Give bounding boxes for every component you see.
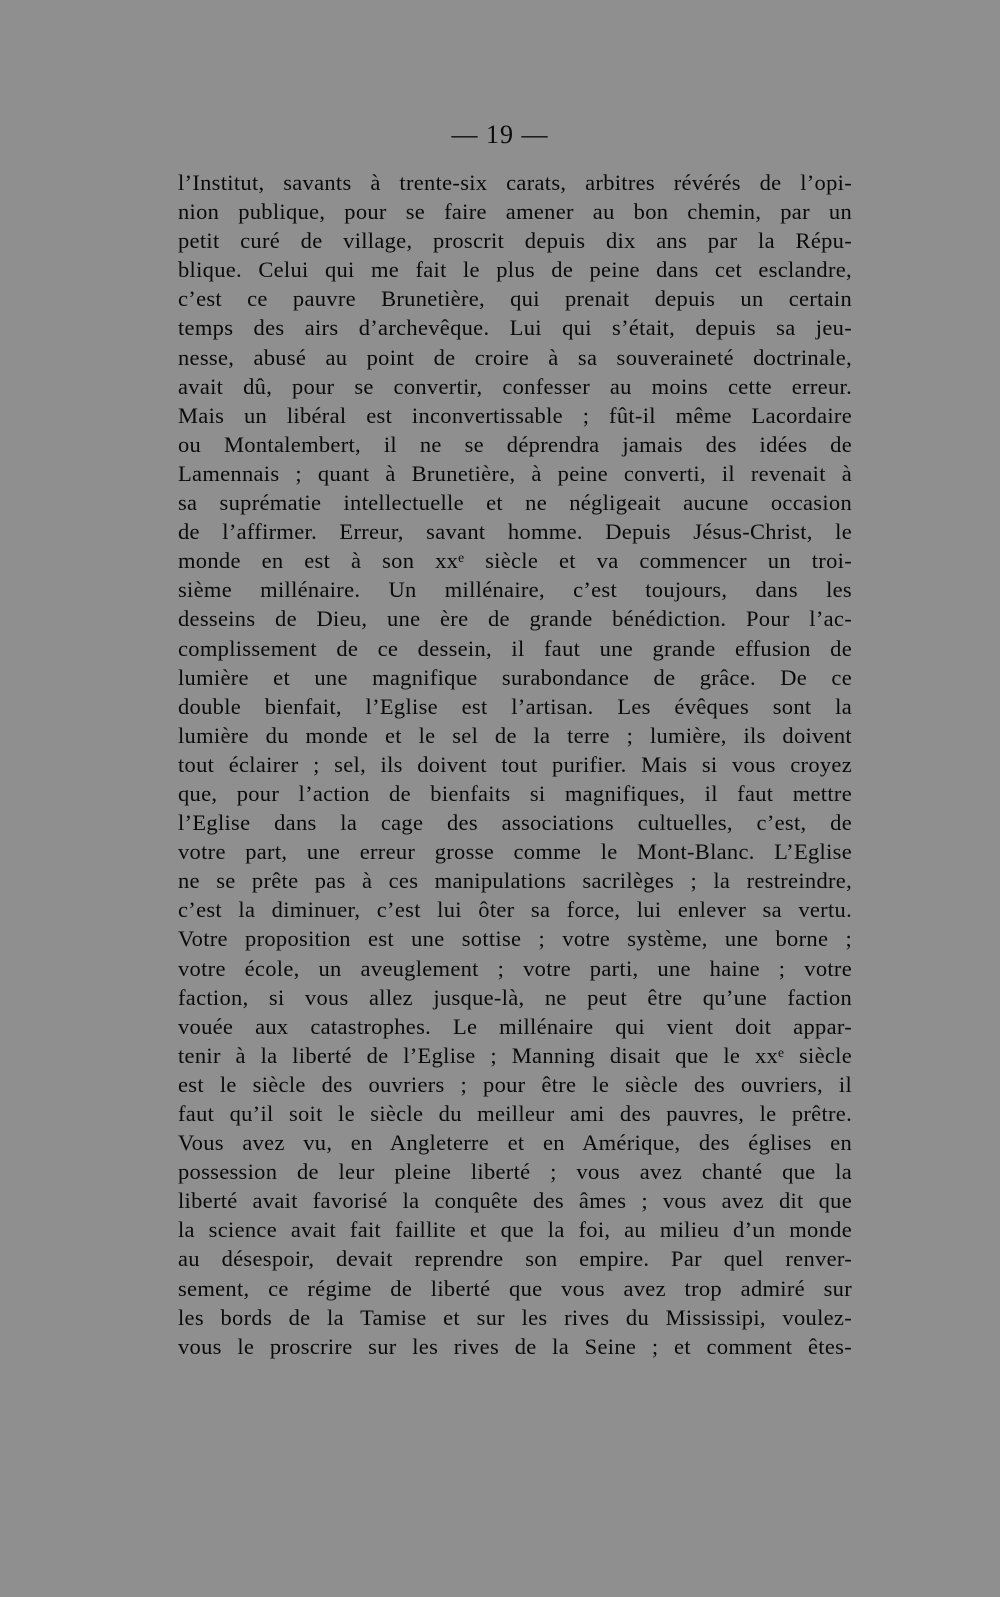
text-line: est le siècle des ouvriers ; pour être le siècle des ouvriers, il (178, 1071, 852, 1097)
text-line: que, pour l’action de bienfaits si magnifiques, il faut mettre (178, 780, 852, 806)
text-line: double bienfait, l’Eglise est l’artisan. Les évêques sont la (178, 693, 852, 719)
text-line: l’Institut, savants à trente-six carats, arbitres révérés de l’opi- (178, 170, 852, 195)
text-line: ne se prête pas à ces manipulations sacrilèges ; la restreindre, (178, 868, 852, 894)
body-text (178, 168, 852, 1361)
text-line: sement, ce régime de liberté que vous avez trop admiré sur (178, 1275, 852, 1301)
text-line: nesse, abusé au point de croire à sa souveraineté doctrinale, (178, 344, 852, 370)
text-line: tenir à la liberté de l’Eglise ; Manning disait que le xxᵉ siècle (178, 1042, 852, 1068)
text-line: c’est la diminuer, c’est lui ôter sa force, lui enlever sa vertu. (178, 897, 852, 923)
text-line: temps des airs d’archevêque. Lui qui s’était, depuis sa jeu- (178, 315, 852, 341)
text-line: Vous avez vu, en Angleterre et en Amérique, des églises en (178, 1130, 852, 1156)
text-line: l’Eglise dans la cage des associations cultuelles, c’est, de (178, 810, 852, 836)
text-line: votre part, une erreur grosse comme le Mont-Blanc. L’Eglise (178, 839, 852, 865)
text-line: monde en est à son xxᵉ siècle et va commencer un troi- (178, 548, 852, 574)
text-line: Lamennais ; quant à Brunetière, à peine converti, il revenait à (178, 460, 852, 486)
text-line: desseins de Dieu, une ère de grande bénédiction. Pour l’ac- (178, 606, 852, 632)
text-line: complissement de ce dessein, il faut une grande effusion de (178, 635, 852, 661)
text-line: blique. Celui qui me fait le plus de peine dans cet esclandre, (178, 257, 852, 283)
text-line: nion publique, pour se faire amener au bon chemin, par un (178, 199, 852, 225)
text-line: votre école, un aveuglement ; votre parti, une haine ; votre (178, 955, 852, 981)
text-line: vouée aux catastrophes. Le millénaire qui vient doit appar- (178, 1013, 852, 1039)
text-line: au désespoir, devait reprendre son empire. Par quel renver- (178, 1246, 852, 1272)
text-line: lumière du monde et le sel de la terre ; lumière, ils doivent (178, 722, 852, 748)
text-line: Mais un libéral est inconvertissable ; fût-il même Lacordaire (178, 402, 852, 428)
text-line: les bords de la Tamise et sur les rives du Mississipi, voulez- (178, 1304, 852, 1330)
text-line: de l’affirmer. Erreur, savant homme. Depuis Jésus-Christ, le (178, 519, 852, 545)
text-line: liberté avait favorisé la conquête des âmes ; vous avez dit que (178, 1188, 852, 1214)
text-line: faction, si vous allez jusque-là, ne peut être qu’une faction (178, 984, 852, 1010)
text-line: petit curé de village, proscrit depuis dix ans par la Répu- (178, 228, 852, 254)
text-line: sième millénaire. Un millénaire, c’est toujours, dans les (178, 577, 852, 603)
text-line: sa suprématie intellectuelle et ne négligeait aucune occasion (178, 490, 852, 516)
text-line: c’est ce pauvre Brunetière, qui prenait depuis un certain (178, 286, 852, 312)
text-line: tout éclairer ; sel, ils doivent tout purifier. Mais si vous croyez (178, 751, 852, 777)
text-line: faut qu’il soit le siècle du meilleur ami des pauvres, le prêtre. (178, 1101, 852, 1126)
text-line: la science avait fait faillite et que la foi, au milieu d’un monde (178, 1217, 852, 1243)
page-number: — 19 — (451, 120, 549, 149)
text-line: ou Montalembert, il ne se déprendra jamais des idées de (178, 431, 852, 457)
text-line: lumière et une magnifique surabondance de grâce. De ce (178, 664, 852, 690)
text-line: Votre proposition est une sottise ; votre système, une borne ; (178, 926, 852, 952)
text-line: possession de leur pleine liberté ; vous avez chanté que la (178, 1159, 852, 1185)
text-line: avait dû, pour se convertir, confesser au moins cette erreur. (178, 373, 852, 399)
text-line: vous le proscrire sur les rives de la Seine ; et comment êtes- (178, 1333, 852, 1359)
